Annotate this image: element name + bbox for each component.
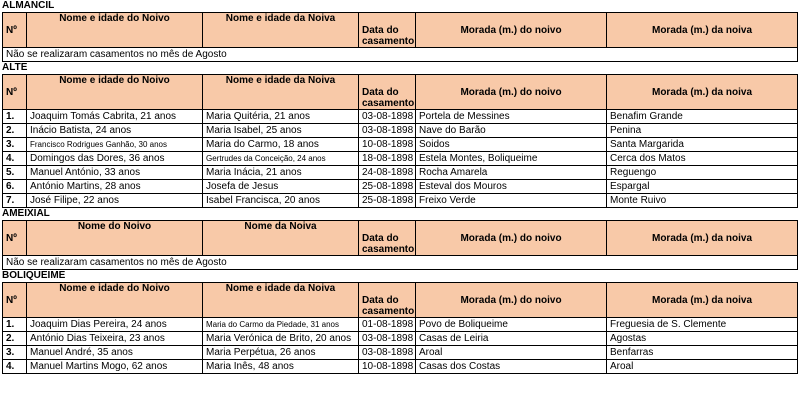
- groom-address-cell: Povo de Boliqueime: [416, 318, 607, 332]
- groom-address-cell: Nave do Barão: [416, 124, 607, 138]
- groom-cell: Manuel Martins Mogo, 62 anos: [27, 360, 203, 374]
- date-cell: 03-08-1898: [359, 110, 416, 124]
- row-number: 3.: [3, 346, 27, 360]
- groom-cell: António Martins, 28 anos: [27, 180, 203, 194]
- bride-address-cell: Penina: [607, 124, 798, 138]
- section-title: ALMANCIL: [2, 0, 55, 11]
- section-almancil: [0, 0, 800, 62]
- section-ameixial: [0, 208, 800, 270]
- groom-address-cell: Soidos: [416, 138, 607, 152]
- bride-address-cell: Benfarras: [607, 346, 798, 360]
- row-number: 1.: [3, 318, 27, 332]
- groom-cell: Joaquim Dias Pereira, 24 anos: [27, 318, 203, 332]
- bride-address-cell: Reguengo: [607, 166, 798, 180]
- header-bride-age: Nome e idade da Noiva: [203, 13, 359, 48]
- date-cell: 25-08-1898: [359, 194, 416, 208]
- marriages-table: [2, 12, 798, 62]
- table-header-row: [3, 221, 798, 256]
- groom-address-cell: Aroal: [416, 346, 607, 360]
- bride-address-cell: Cerca dos Matos: [607, 152, 798, 166]
- bride-address-cell: Espargal: [607, 180, 798, 194]
- bride-address-cell: Agostas: [607, 332, 798, 346]
- header-groom-address: Morada (m.) do noivo: [416, 283, 607, 318]
- header-bride-address: Morada (m.) da noiva: [607, 13, 798, 48]
- row-number: 3.: [3, 138, 27, 152]
- header-num: Nº: [3, 283, 27, 318]
- no-marriages-note: Não se realizaram casamentos no mês de Agosto: [3, 48, 798, 62]
- section-title: AMEIXIAL: [2, 208, 50, 219]
- groom-cell: Francisco Rodrigues Ganhão, 30 anos: [27, 138, 203, 152]
- bride-cell: Maria Inácia, 21 anos: [203, 166, 359, 180]
- marriages-table: [2, 220, 798, 270]
- bride-cell: Maria Inês, 48 anos: [203, 360, 359, 374]
- header-groom-address: Morada (m.) do noivo: [416, 13, 607, 48]
- groom-cell: Domingos das Dores, 36 anos: [27, 152, 203, 166]
- header-bride-age: Nome e idade da Noiva: [203, 75, 359, 110]
- bride-address-cell: Aroal: [607, 360, 798, 374]
- groom-address-cell: Casas de Leiria: [416, 332, 607, 346]
- header-groom: Nome do Noivo: [27, 221, 203, 256]
- date-cell: 03-08-1898: [359, 332, 416, 346]
- header-num: Nº: [3, 13, 27, 48]
- header-groom-address: Morada (m.) do noivo: [416, 75, 607, 110]
- date-cell: 01-08-1898: [359, 318, 416, 332]
- table-row: [3, 332, 798, 346]
- table-row: [3, 346, 798, 360]
- groom-cell: Manuel António, 33 anos: [27, 166, 203, 180]
- bride-address-cell: Santa Margarida: [607, 138, 798, 152]
- table-row: [3, 166, 798, 180]
- row-number: 2.: [3, 332, 27, 346]
- row-number: 4.: [3, 152, 27, 166]
- date-cell: 03-08-1898: [359, 346, 416, 360]
- row-number: 5.: [3, 166, 27, 180]
- table-row: [3, 138, 798, 152]
- row-number: 4.: [3, 360, 27, 374]
- table-row: [3, 256, 798, 270]
- header-bride: Nome da Noiva: [203, 221, 359, 256]
- groom-address-cell: Casas dos Costas: [416, 360, 607, 374]
- table-row: [3, 360, 798, 374]
- header-num: Nº: [3, 221, 27, 256]
- bride-address-cell: Freguesia de S. Clemente: [607, 318, 798, 332]
- bride-cell: Maria Verónica de Brito, 20 anos: [203, 332, 359, 346]
- bride-address-cell: Benafim Grande: [607, 110, 798, 124]
- date-cell: 10-08-1898: [359, 360, 416, 374]
- table-row: [3, 124, 798, 138]
- groom-cell: António Dias Teixeira, 23 anos: [27, 332, 203, 346]
- bride-cell: Maria Isabel, 25 anos: [203, 124, 359, 138]
- header-bride-address: Morada (m.) da noiva: [607, 283, 798, 318]
- marriages-table: [2, 282, 798, 374]
- header-date: Data do casamento: [359, 75, 416, 110]
- groom-cell: Joaquim Tomás Cabrita, 21 anos: [27, 110, 203, 124]
- table-row: [3, 318, 798, 332]
- bride-cell: Maria Quitéria, 21 anos: [203, 110, 359, 124]
- table-header-row: [3, 283, 798, 318]
- date-cell: 18-08-1898: [359, 152, 416, 166]
- section-boliqueime: [0, 270, 800, 374]
- groom-cell: Inácio Batista, 24 anos: [27, 124, 203, 138]
- groom-cell: José Filipe, 22 anos: [27, 194, 203, 208]
- row-number: 1.: [3, 110, 27, 124]
- table-row: [3, 152, 798, 166]
- bride-cell: Maria do Carmo da Piedade, 31 anos: [203, 318, 359, 332]
- date-cell: 24-08-1898: [359, 166, 416, 180]
- header-date: Data do casamento: [359, 221, 416, 256]
- header-bride-age: Nome e idade da Noiva: [203, 283, 359, 318]
- groom-address-cell: Rocha Amarela: [416, 166, 607, 180]
- header-groom-age: Nome e idade do Noivo: [27, 283, 203, 318]
- header-date: Data do casamento: [359, 13, 416, 48]
- header-bride-address: Morada (m.) da noiva: [607, 75, 798, 110]
- date-cell: 10-08-1898: [359, 138, 416, 152]
- header-groom-address: Morada (m.) do noivo: [416, 221, 607, 256]
- row-number: 7.: [3, 194, 27, 208]
- groom-address-cell: Portela de Messines: [416, 110, 607, 124]
- table-row: [3, 180, 798, 194]
- no-marriages-note: Não se realizaram casamentos no mês de Agosto: [3, 256, 798, 270]
- section-title: ALTE: [2, 62, 28, 73]
- header-groom-age: Nome e idade do Noivo: [27, 13, 203, 48]
- groom-cell: Manuel André, 35 anos: [27, 346, 203, 360]
- groom-address-cell: Estela Montes, Boliqueime: [416, 152, 607, 166]
- table-header-row: [3, 75, 798, 110]
- header-num: Nº: [3, 75, 27, 110]
- marriages-table: [2, 74, 798, 208]
- bride-cell: Josefa de Jesus: [203, 180, 359, 194]
- groom-address-cell: Freixo Verde: [416, 194, 607, 208]
- row-number: 6.: [3, 180, 27, 194]
- table-header-row: [3, 13, 798, 48]
- table-row: [3, 110, 798, 124]
- section-alte: [0, 62, 800, 208]
- table-row: [3, 194, 798, 208]
- table-row: [3, 48, 798, 62]
- bride-cell: Gertrudes da Conceição, 24 anos: [203, 152, 359, 166]
- groom-address-cell: Esteval dos Mouros: [416, 180, 607, 194]
- header-groom-age: Nome e idade do Noivo: [27, 75, 203, 110]
- row-number: 2.: [3, 124, 27, 138]
- bride-cell: Maria do Carmo, 18 anos: [203, 138, 359, 152]
- header-date: Data do casamento: [359, 283, 416, 318]
- date-cell: 25-08-1898: [359, 180, 416, 194]
- section-title: BOLIQUEIME: [2, 270, 66, 281]
- header-bride-address: Morada (m.) da noiva: [607, 221, 798, 256]
- bride-address-cell: Monte Ruivo: [607, 194, 798, 208]
- bride-cell: Isabel Francisca, 20 anos: [203, 194, 359, 208]
- date-cell: 03-08-1898: [359, 124, 416, 138]
- bride-cell: Maria Perpétua, 26 anos: [203, 346, 359, 360]
